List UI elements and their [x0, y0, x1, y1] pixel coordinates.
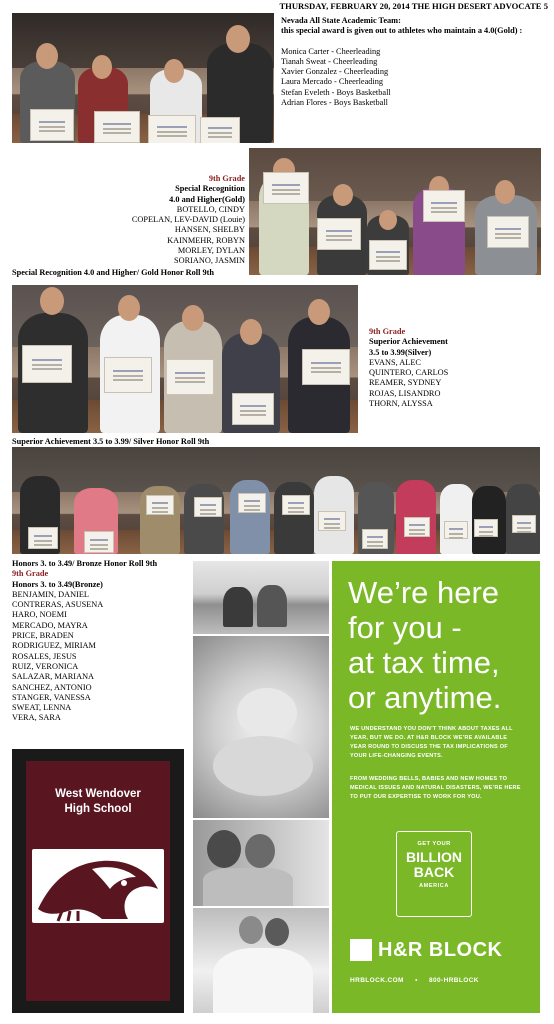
- list-item: RUIZ, VERONICA: [12, 661, 79, 671]
- hrblock-footer: [350, 977, 526, 984]
- photo-bronze-honor-roll: [12, 447, 540, 554]
- list-item: Tianah Sweat - Cheerleading: [281, 56, 378, 66]
- billion-back-badge: GET YOUR BILLION BACK AMERICA: [396, 831, 472, 917]
- list-item: SANCHEZ, ANTONIO: [12, 682, 92, 692]
- photo-wedding: [193, 908, 329, 1013]
- list-item: KAINMEHR, ROBYN: [167, 235, 245, 245]
- badger-mascot-icon: [32, 849, 164, 923]
- list-item: ROJAS, LISANDRO: [369, 388, 441, 398]
- list-item: BOTELLO, CINDY: [176, 204, 245, 214]
- all-state-block: [281, 16, 549, 108]
- list-item: HANSEN, SHELBY: [174, 225, 245, 235]
- gold-line2: 4.0 and Higher(Gold): [169, 194, 245, 204]
- bronze-grade-label: 9th Grade: [12, 569, 49, 579]
- all-state-title: Nevada All State Academic Team:: [281, 16, 401, 25]
- separator-dot-icon: •: [415, 977, 418, 984]
- hrblock-brand-text: H&R BLOCK: [378, 939, 503, 961]
- bronze-honor-block: [12, 559, 192, 724]
- gold-grade-label: 9th Grade: [208, 174, 245, 183]
- list-item: QUINTERO, CARLOS: [369, 368, 449, 378]
- list-item: VERA, SARA: [12, 713, 61, 723]
- school-ad-name: West Wendover High School: [55, 788, 141, 815]
- school-ad-panel: [26, 761, 170, 1001]
- hrblock-ad: [332, 561, 540, 1013]
- photo-couple-smiling: [193, 820, 329, 906]
- page-header: THURSDAY, FEBRUARY 20, 2014 THE HIGH DESERT ADVOCATE 5: [279, 1, 548, 11]
- list-item: Monica Carter - Cheerleading: [281, 46, 381, 56]
- list-item: MORLEY, DYLAN: [177, 246, 245, 256]
- list-item: STANGER, VANESSA: [12, 692, 91, 702]
- silver-honor-block: [369, 327, 549, 409]
- bronze-caption: Honors 3. to 3.49/ Bronze Honor Roll 9th: [12, 559, 158, 568]
- gold-line1: Special Recognition: [175, 184, 245, 194]
- list-item: SWEAT, LENNA: [12, 703, 72, 713]
- school-ad: [12, 749, 184, 1013]
- list-item: MERCADO, MAYRA: [12, 620, 88, 630]
- photo-silver-honor-roll: [12, 285, 358, 433]
- hrblock-headline: We’re here for you - at tax time, or anytime.: [348, 575, 502, 715]
- list-item: BENJAMIN, DANIEL: [12, 589, 89, 599]
- list-item: PRICE, BRADEN: [12, 631, 74, 641]
- list-item: Adrian Flores - Boys Basketball: [281, 98, 388, 108]
- hrblock-website: HRBLOCK.COM: [350, 977, 404, 984]
- all-state-subtitle: this special award is given out to athletes who maintain a 4.0(Gold) :: [281, 26, 523, 36]
- hrblock-phone: 800-HRBLOCK: [429, 977, 479, 984]
- gold-caption: Special Recognition 4.0 and Higher/ Gold Honor Roll 9th: [12, 268, 214, 277]
- list-item: Laura Mercado - Cheerleading: [281, 77, 384, 87]
- list-item: Xavier Gonzalez - Cheerleading: [281, 67, 389, 77]
- photo-all-state-team: [12, 13, 274, 143]
- bronze-line1: Honors 3. to 3.49(Bronze): [12, 579, 103, 589]
- list-item: HARO, NOEMI: [12, 610, 67, 620]
- list-item: CONTRERAS, ASUSENA: [12, 600, 104, 610]
- list-item: RODRIGUEZ, MIRIAM: [12, 641, 96, 651]
- list-item: ROSALES, JESUS: [12, 651, 77, 661]
- list-item: THORN, ALYSSA: [369, 399, 433, 409]
- silver-line1: Superior Achievement: [369, 337, 448, 347]
- photo-baby: [193, 636, 329, 818]
- list-item: SALAZAR, MARIANA: [12, 672, 95, 682]
- list-item: COPELAN, LEV-DAVID (Louie): [131, 215, 245, 225]
- silver-line2: 3.5 to 3.99(Silver): [369, 347, 432, 357]
- list-item: REAMER, SYDNEY: [369, 378, 442, 388]
- photo-gold-honor-roll: [249, 148, 541, 275]
- list-item: Stefan Eveleth - Boys Basketball: [281, 87, 391, 97]
- gold-honor-block: [60, 174, 245, 267]
- hrblock-paragraph-2: FROM WEDDING BELLS, BABIES AND NEW HOMES TO MEDICAL ISSUES AND NATURAL DISASTERS, WE’RE HERE TO PUT OUR EXPERTISE TO WORK FOR YOU.: [350, 776, 521, 800]
- silver-grade-label: 9th Grade: [369, 327, 406, 336]
- list-item: SORIANO, JASMIN: [174, 256, 245, 266]
- list-item: EVANS, ALEC: [369, 357, 421, 367]
- hrblock-square-icon: [350, 939, 372, 961]
- hrblock-logo: [350, 937, 525, 963]
- photo-couple-beach: [193, 561, 329, 634]
- silver-caption: Superior Achievement 3.5 to 3.99/ Silver Honor Roll 9th: [12, 437, 210, 446]
- hrblock-paragraph-1: WE UNDERSTAND YOU DON’T THINK ABOUT TAXES ALL YEAR, BUT WE DO. AT H&R BLOCK WE’RE AVAILABLE YEAR ROUND TO DISCUSS THE TAX IMPLICATIONS OF YOUR LIFE-CHANGING EVENTS.: [350, 726, 513, 759]
